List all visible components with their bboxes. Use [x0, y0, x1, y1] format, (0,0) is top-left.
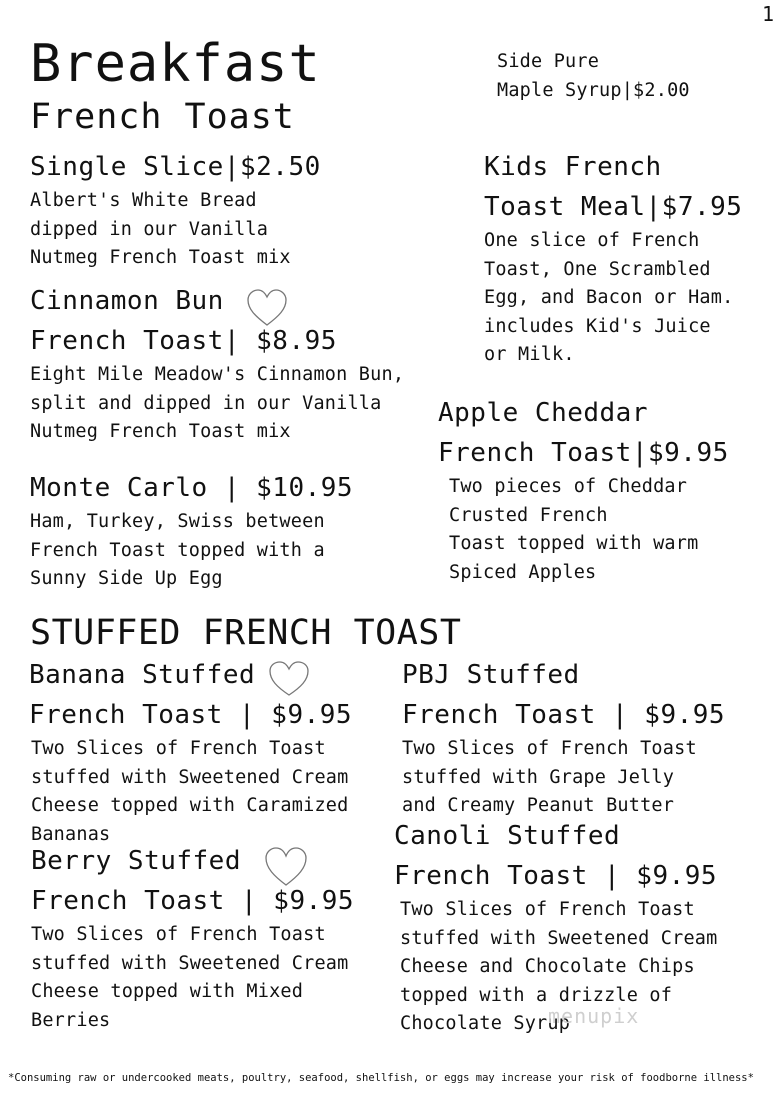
item-heading: French Toast|$9.95 [438, 438, 729, 468]
menu-item-kids-meal [484, 147, 742, 370]
item-desc-line: Cheese topped with Mixed [31, 981, 304, 1003]
heart-outline-icon [268, 660, 310, 698]
item-desc-line: dipped in our Vanilla [30, 218, 269, 240]
menu-item-apple-cheddar [438, 393, 729, 587]
heart-outline-icon [246, 288, 288, 328]
heart-outline-icon [264, 846, 308, 888]
item-desc-line: Chocolate Syrup [400, 1013, 571, 1035]
item-desc-line: Cheese and Chocolate Chips [400, 956, 695, 978]
side-syrup-line: Side Pure [497, 51, 600, 72]
item-desc-line: French Toast topped with a [30, 539, 325, 561]
item-desc-line: Two Slices of French Toast [31, 738, 326, 759]
item-desc-line: Cheese topped with Caramized [31, 795, 349, 817]
item-heading: French Toast | $9.95 [394, 861, 718, 891]
watermark: menupix [548, 1004, 640, 1028]
item-desc-line: Crusted French [449, 504, 608, 526]
section-title-stuffed: STUFFED FRENCH TOAST [30, 613, 462, 653]
item-desc-line: split and dipped in our Vanilla [30, 392, 382, 414]
item-desc-line: Two pieces of Cheddar [449, 476, 688, 497]
item-heading: French Toast | $9.95 [29, 700, 353, 730]
menu-item-pbj-stuffed [402, 655, 725, 821]
item-heading: Berry Stuffed [31, 846, 241, 876]
item-desc-line: Nutmeg French Toast mix [30, 421, 291, 443]
item-desc-line: One slice of French [484, 230, 700, 251]
item-desc-line: Albert's White Bread [30, 190, 257, 211]
item-heading: French Toast| $8.95 [30, 326, 337, 356]
item-heading: French Toast | $9.95 [31, 886, 355, 916]
menu-title: Breakfast [30, 34, 321, 94]
item-desc-line: Spiced Apples [449, 561, 597, 583]
menu-item-single-slice [30, 147, 321, 273]
item-desc-line: Bananas [31, 823, 111, 845]
item-heading: Single Slice|$2.50 [30, 152, 321, 182]
item-heading: Apple Cheddar [438, 398, 648, 428]
item-heading: Toast Meal|$7.95 [484, 192, 743, 222]
item-desc-line: Egg, and Bacon or Ham. [484, 287, 734, 309]
item-desc-line: stuffed with Sweetened Cream [31, 766, 349, 788]
item-desc-line: and Creamy Peanut Butter [402, 795, 675, 817]
item-heading: Cinnamon Bun [30, 286, 224, 316]
item-desc-line: or Milk. [484, 344, 575, 366]
item-desc-line: Two Slices of French Toast [400, 899, 695, 920]
item-heading: PBJ Stuffed [402, 660, 580, 690]
menu-item-monte-carlo [30, 468, 353, 594]
item-desc-line: Two Slices of French Toast [402, 738, 697, 759]
item-desc-line: stuffed with Sweetened Cream [31, 952, 349, 974]
item-desc-line: Nutmeg French Toast mix [30, 247, 291, 269]
item-desc-line: Toast, One Scrambled [484, 258, 711, 280]
item-desc-line: topped with a drizzle of [400, 984, 673, 1006]
footer-disclaimer: *Consuming raw or undercooked meats, poultry, seafood, shellfish, or eggs may increase your risk of foodborne illness* [8, 1072, 754, 1084]
item-desc-line: Two Slices of French Toast [31, 924, 326, 945]
item-desc-line: stuffed with Grape Jelly [402, 766, 675, 788]
item-desc-line: stuffed with Sweetened Cream [400, 927, 718, 949]
item-heading: Canoli Stuffed [394, 821, 621, 851]
menu-subtitle: French Toast [30, 97, 295, 137]
side-syrup [497, 48, 690, 105]
item-desc-line: includes Kid's Juice [484, 315, 711, 337]
item-heading: French Toast | $9.95 [402, 700, 726, 730]
item-heading: Monte Carlo | $10.95 [30, 473, 354, 503]
item-desc-line: Sunny Side Up Egg [30, 568, 223, 590]
item-desc-line: Ham, Turkey, Swiss between [30, 511, 325, 532]
item-desc-line: Eight Mile Meadow's Cinnamon Bun, [30, 364, 405, 385]
item-desc-line: Toast topped with warm [449, 533, 699, 555]
item-desc-line: Berries [31, 1009, 111, 1031]
side-syrup-line: Maple Syrup|$2.00 [497, 79, 690, 101]
item-heading: Kids French [484, 152, 662, 182]
page-number: 1 [762, 2, 775, 26]
item-heading: Banana Stuffed [29, 660, 256, 690]
menu-item-cinnamon-bun [30, 281, 404, 447]
